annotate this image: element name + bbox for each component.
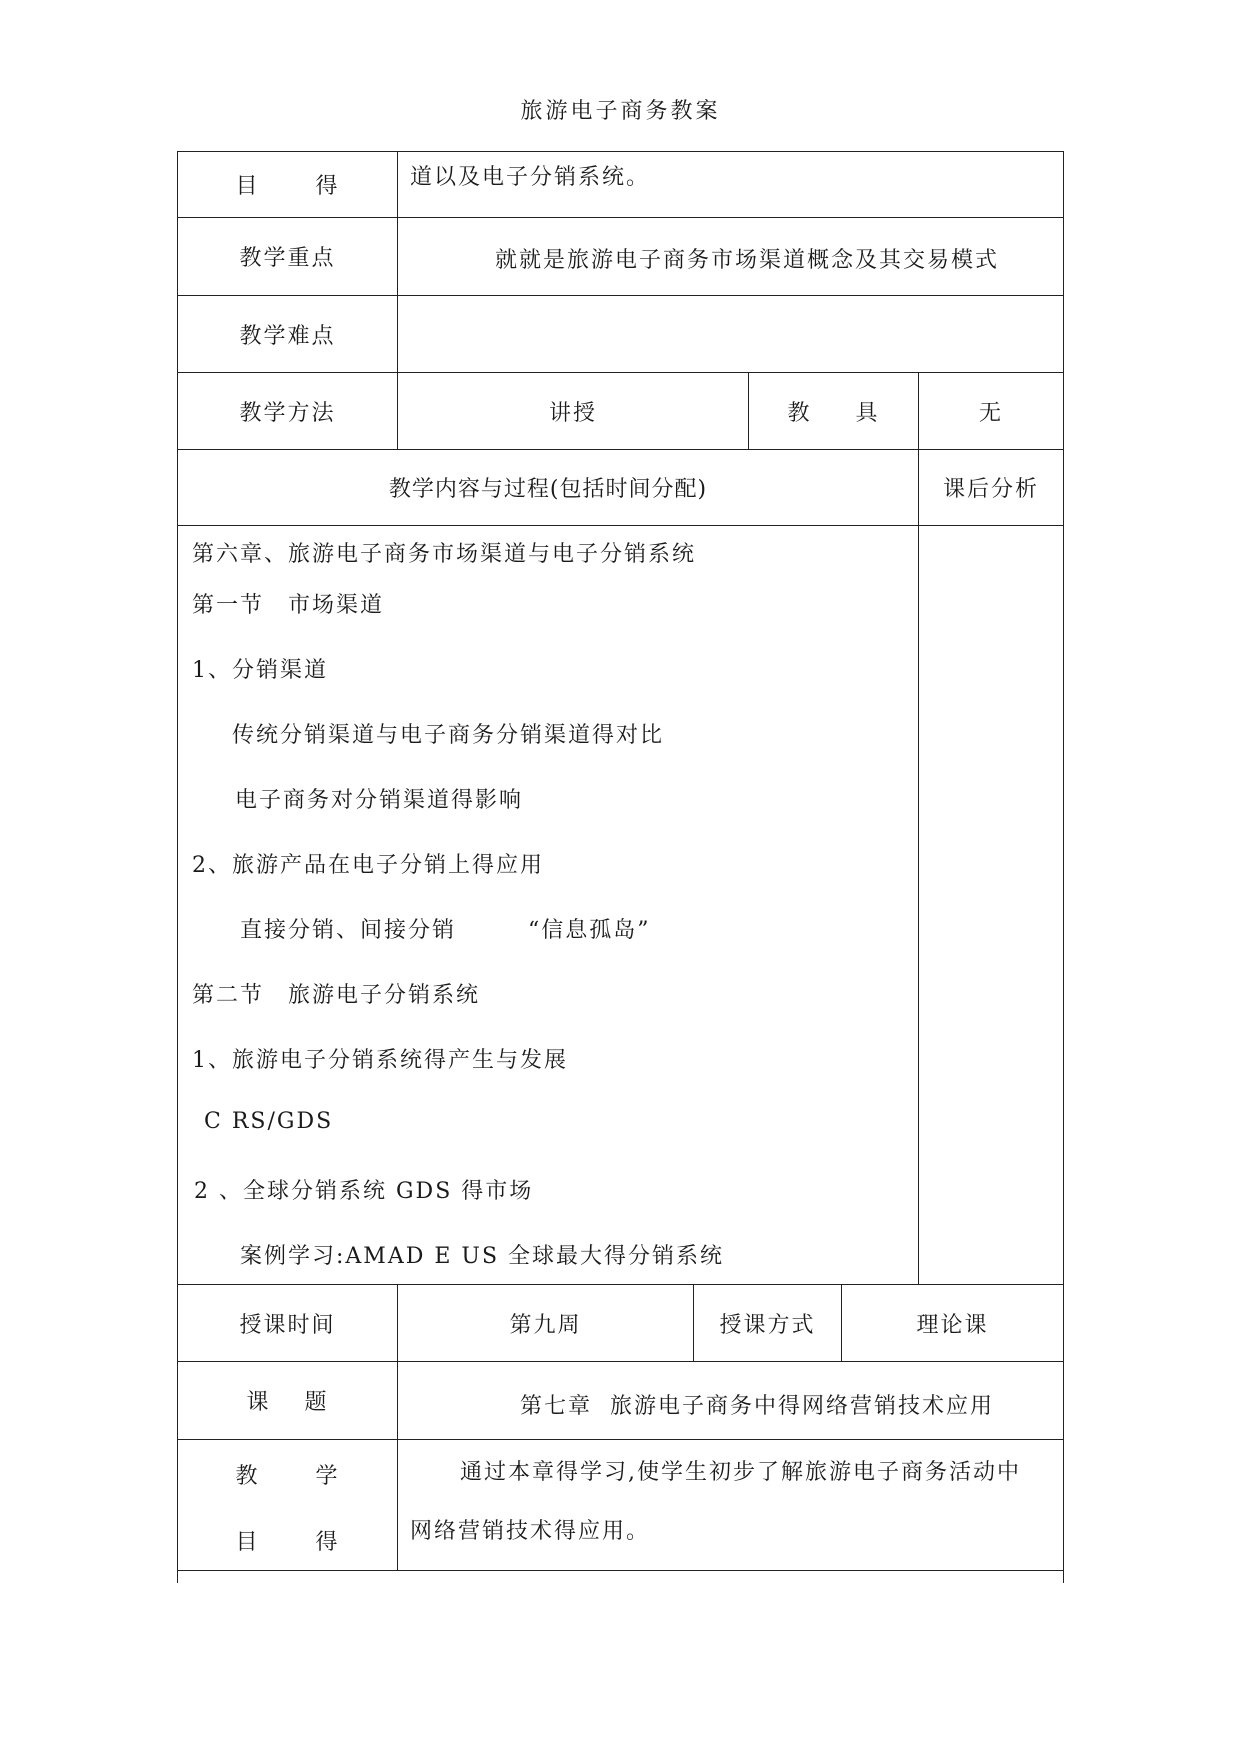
objective2-label-char: 得 xyxy=(315,1529,340,1555)
content-header-label: 教学内容与过程(包括时间分配) xyxy=(388,477,708,502)
tools-value: 无 xyxy=(978,400,1003,426)
lecture-time-value: 第九周 xyxy=(509,1312,582,1338)
difficulties-label: 教学难点 xyxy=(239,323,336,349)
document-title: 旅游电子商务教案 xyxy=(520,99,721,124)
content-line-section: 第一节 市场渠道 xyxy=(192,593,385,618)
topic-label-char: 题 xyxy=(304,1390,329,1415)
content-line: 2、旅游产品在电子分销上得应用 xyxy=(192,853,544,878)
difficulties-value xyxy=(410,296,1050,372)
lecture-mode-value: 理论课 xyxy=(916,1312,989,1338)
objective2-value-line1: 通过本章得学习,使学生初步了解旅游电子商务活动中 xyxy=(460,1460,1021,1485)
content-line: 1、分销渠道 xyxy=(192,658,328,683)
method-value: 讲授 xyxy=(548,400,597,426)
objective-label-char: 目 xyxy=(235,174,260,199)
objective2-label-char: 教 xyxy=(235,1463,260,1489)
tools-label-char: 具 xyxy=(855,400,880,426)
key-points-value: 就就是旅游电子商务市场渠道概念及其交易模式 xyxy=(495,248,1000,273)
objective2-label-char: 目 xyxy=(235,1529,260,1555)
content-line: C RS/GDS xyxy=(204,1109,334,1134)
objective2-value-line2: 网络营销技术得应用。 xyxy=(410,1519,651,1544)
objective2-label-char: 学 xyxy=(315,1463,340,1489)
row-divider xyxy=(177,525,1064,526)
objective2-label xyxy=(178,1440,397,1570)
content-line-chapter: 第六章、旅游电子商务市场渠道与电子分销系统 xyxy=(192,542,697,567)
content-line: 直接分销、间接分销 “信息孤岛” xyxy=(240,918,651,943)
tools-label-char: 教 xyxy=(787,400,812,426)
topic-value: 第七章 旅游电子商务中得网络营销技术应用 xyxy=(520,1394,994,1419)
content-line: 2 、全球分销系统 GDS 得市场 xyxy=(194,1179,534,1204)
objective-label-char: 得 xyxy=(315,174,340,199)
content-line: 1、旅游电子分销系统得产生与发展 xyxy=(192,1048,568,1073)
content-line: 案例学习:AMAD E US 全球最大得分销系统 xyxy=(240,1244,725,1269)
objective-label xyxy=(178,152,397,217)
topic-label xyxy=(178,1362,397,1439)
topic-label-char: 课 xyxy=(246,1390,271,1415)
tools-label xyxy=(749,373,918,449)
objective-value: 道以及电子分销系统。 xyxy=(410,165,651,190)
content-line-section: 第二节 旅游电子分销系统 xyxy=(192,983,481,1008)
table-border-right xyxy=(1063,151,1064,1583)
lecture-time-label: 授课时间 xyxy=(239,1312,336,1338)
content-line: 电子商务对分销渠道得影响 xyxy=(235,788,524,813)
lecture-mode-label: 授课方式 xyxy=(719,1312,816,1338)
method-label: 教学方法 xyxy=(239,400,336,426)
column-divider xyxy=(918,449,919,1284)
analysis-header-label: 课后分析 xyxy=(942,477,1039,502)
objective2-label-top xyxy=(178,1454,397,1494)
key-points-label: 教学重点 xyxy=(239,246,336,271)
content-line: 传统分销渠道与电子商务分销渠道得对比 xyxy=(232,723,665,748)
table-border-bottom xyxy=(177,1570,1064,1571)
objective2-label-bottom xyxy=(178,1520,397,1560)
